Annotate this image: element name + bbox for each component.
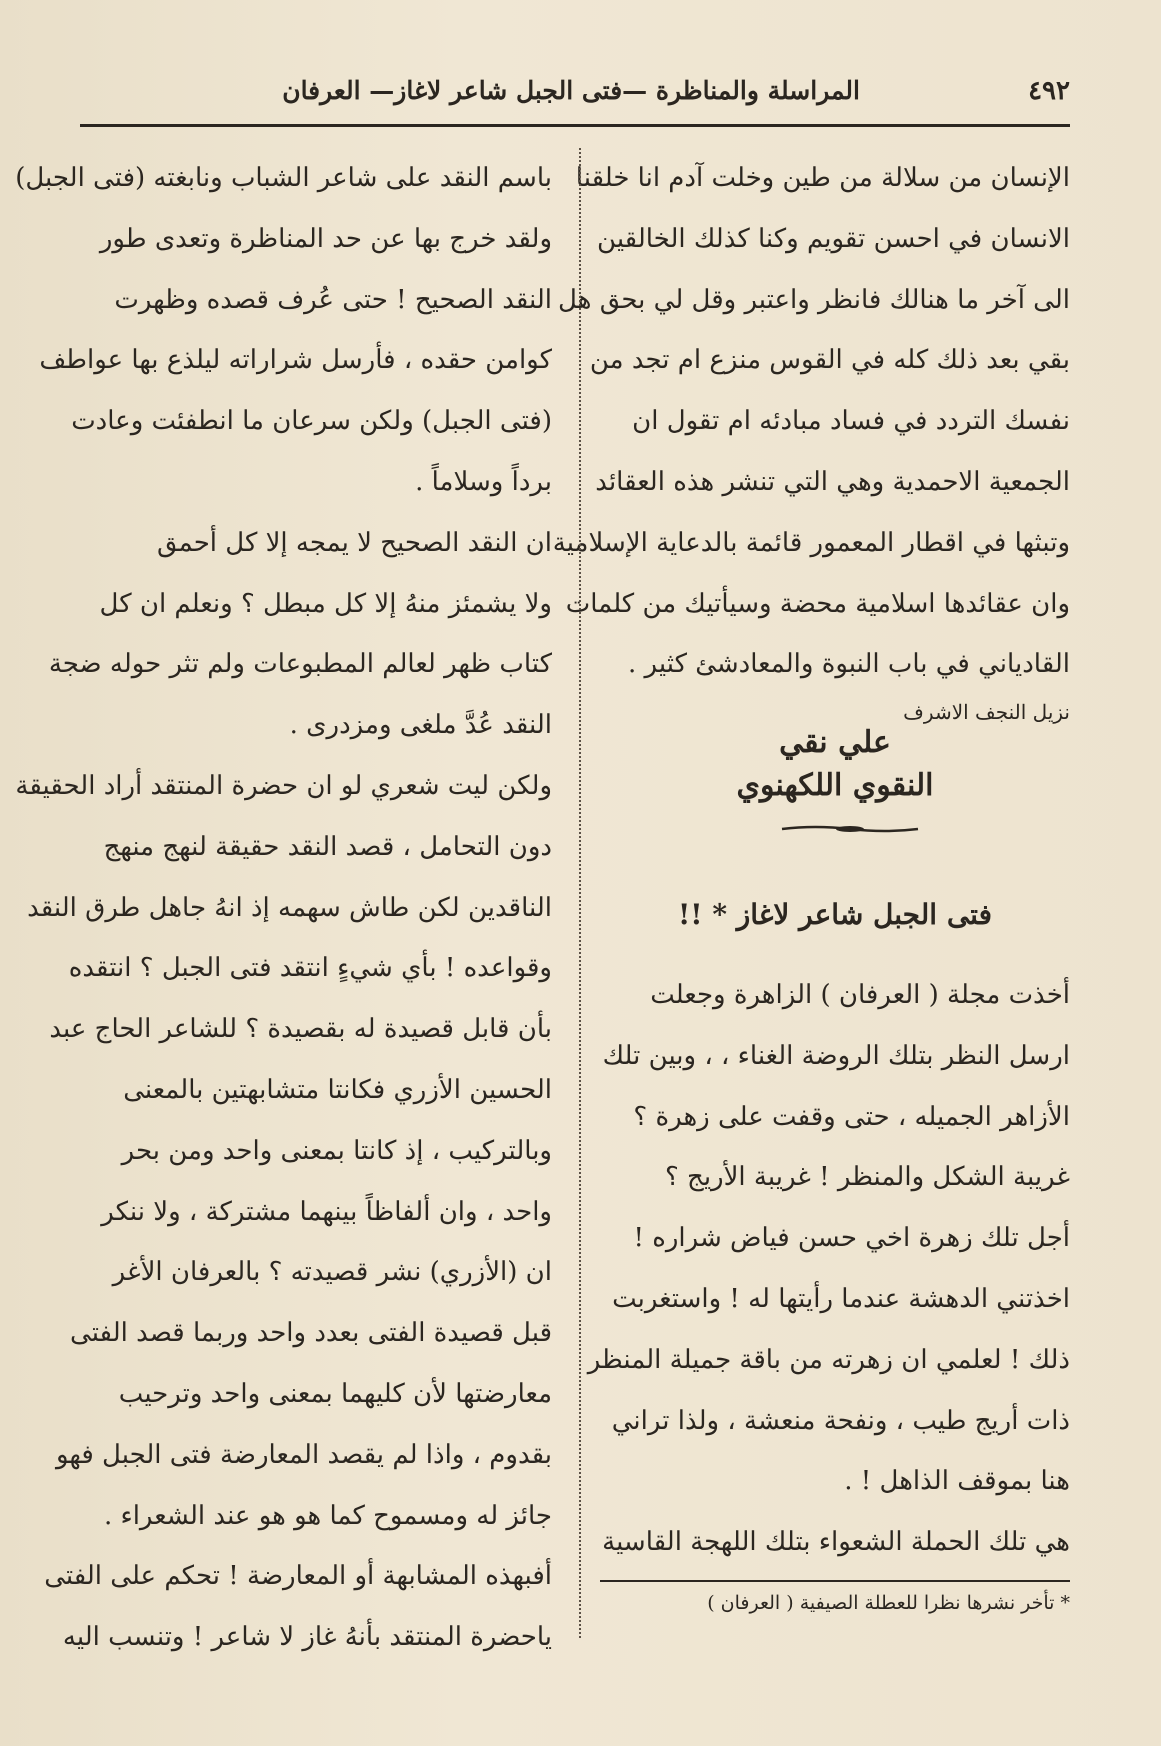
text-line: الحسين الأزري فكانتا متشابهتين بالمعنى — [123, 1074, 552, 1105]
text-line: ولقد خرج بها عن حد المناظرة وتعدى طور — [99, 223, 552, 254]
text-line: ياحضرة المنتقد بأنهُ غاز لا شاعر ! وتنسب اليه — [62, 1622, 552, 1653]
text-line: (فتى الجبل) ولكن سرعان ما انطفئت وعادت — [71, 406, 552, 437]
text-line: كوامن حقده ، فأرسل شراراته ليلذع بها عواطف — [39, 345, 552, 376]
text-line: قبل قصيدة الفتى بعدد واحد وربما قصد الفتى — [70, 1318, 552, 1349]
text-line: دون التحامل ، قصد النقد حقيقة لنهج منهج — [103, 831, 552, 862]
article-title: فتى الجبل شاعر لاغاز * !! — [678, 898, 992, 931]
text-line: ذات أريج طيب ، ونفحة منعشة ، ولذا تراني — [611, 1405, 1070, 1436]
text-line: باسم النقد على شاعر الشباب ونابغته (فتى الجبل) — [15, 163, 552, 193]
text-line: النقد عُدَّ ملغى ومزدرى . — [289, 710, 552, 741]
text-line: هنا بموقف الذاهل ! . — [844, 1466, 1070, 1497]
text-line: أخذت مجلة ( العرفان ) الزاهرة وجعلت — [650, 980, 1070, 1010]
text-line: ذلك ! لعلمي ان زهرته من باقة جميلة المنظر — [587, 1344, 1070, 1375]
text-line: الأزاهر الجميله ، حتى وقفت على زهرة ؟ — [633, 1101, 1070, 1132]
text-line: الناقدين لكن طاش سهمه إذ انهُ جاهل طرق النقد — [27, 892, 552, 923]
text-line: بقدوم ، واذا لم يقصد المعارضة فتى الجبل فهو — [55, 1439, 552, 1470]
footnote-rule — [600, 1580, 1070, 1582]
ornament-divider — [780, 825, 920, 833]
text-line: ولكن ليت شعري لو ان حضرة المنتقد أراد الحقيقة — [15, 770, 552, 801]
text-line: برداً وسلاماً . — [415, 466, 552, 497]
text-line: ان النقد الصحيح لا يمجه إلا كل أحمق — [156, 527, 552, 558]
text-line: معارضتها لأن كليهما بمعنى واحد وترحيب — [118, 1378, 552, 1409]
text-line: الجمعية الاحمدية وهي التي تنشر هذه العقائد — [595, 466, 1070, 497]
page-header — [80, 70, 1070, 118]
text-line: وبالتركيب ، إذ كانتا بمعنى واحد ومن بحر — [121, 1135, 552, 1166]
signature-name-second: النقوي اللكهنوي — [736, 768, 934, 803]
text-line: وقواعده ! بأي شيءٍ انتقد فتى الجبل ؟ انتقده — [68, 953, 552, 984]
text-line: الانسان في احسن تقويم وكنا كذلك الخالقين — [597, 223, 1070, 254]
text-line: هي تلك الحملة الشعواء بتلك اللهجة القاسية — [602, 1527, 1070, 1558]
right-column-top — [552, 148, 1070, 695]
text-line: وان عقائدها اسلامية محضة وسيأتيك من كلمات — [565, 588, 1070, 619]
footnote: * تأخر نشرها نظرا للعطلة الصيفية ( العرفان ) — [707, 1592, 1070, 1614]
header-rule — [80, 124, 1070, 127]
text-line: وتبثها في اقطار المعمور قائمة بالدعاية الإسلامية — [552, 527, 1070, 558]
text-line: واحد ، وان ألفاظاً بينهما مشتركة ، ولا ننكر — [101, 1196, 552, 1227]
text-line: كتاب ظهر لعالم المطبوعات ولم تثر حوله ضجة — [48, 649, 552, 680]
text-line: ولا يشمئز منهُ إلا كل مبطل ؟ ونعلم ان كل — [99, 588, 552, 619]
left-column — [15, 148, 552, 1668]
text-line: الإنسان من سلالة من طين وخلت آدم انا خلقنا — [575, 163, 1070, 193]
text-line: بأن قابل قصيدة له بقصيدة ؟ للشاعر الحاج عبد — [49, 1014, 552, 1045]
right-column-bottom — [587, 965, 1070, 1573]
text-line: غريبة الشكل والمنظر ! غريبة الأريج ؟ — [664, 1162, 1070, 1193]
text-line: القادياني في باب النبوة والمعادشئ كثير . — [628, 649, 1070, 680]
text-line: بقي بعد ذلك كله في القوس منزع ام تجد من — [589, 345, 1070, 376]
text-line: أفبهذه المشابهة أو المعارضة ! تحكم على الفتى — [44, 1561, 552, 1592]
text-line: ان (الأزري) نشر قصيدته ؟ بالعرفان الأغر — [112, 1257, 552, 1288]
signature-place: نزيل النجف الاشرف — [903, 700, 1070, 724]
page-number: ٤٩٢ — [1028, 76, 1070, 106]
text-line: نفسك التردد في فساد مبادئه ام تقول ان — [632, 406, 1070, 437]
text-line: اخذتني الدهشة عندما رأيتها له ! واستغربت — [612, 1283, 1070, 1314]
text-line: ارسل النظر بتلك الروضة الغناء ، ، وبين تلك — [602, 1040, 1070, 1071]
text-line: الى آخر ما هنالك فانظر واعتبر وقل لي بحق هل — [558, 284, 1070, 315]
column-divider — [579, 148, 581, 1638]
text-line: النقد الصحيح ! حتى عُرف قصده وظهرت — [114, 284, 552, 315]
signature-name-first: علي نقي — [779, 725, 891, 760]
running-title: المراسلة والمناظرة —فتى الجبل شاعر لاغاز— العرفان — [282, 76, 860, 105]
text-line: أجل تلك زهرة اخي حسن فياض شراره ! — [633, 1223, 1070, 1254]
text-line: جائز له ومسموح كما هو هو عند الشعراء . — [103, 1500, 552, 1531]
